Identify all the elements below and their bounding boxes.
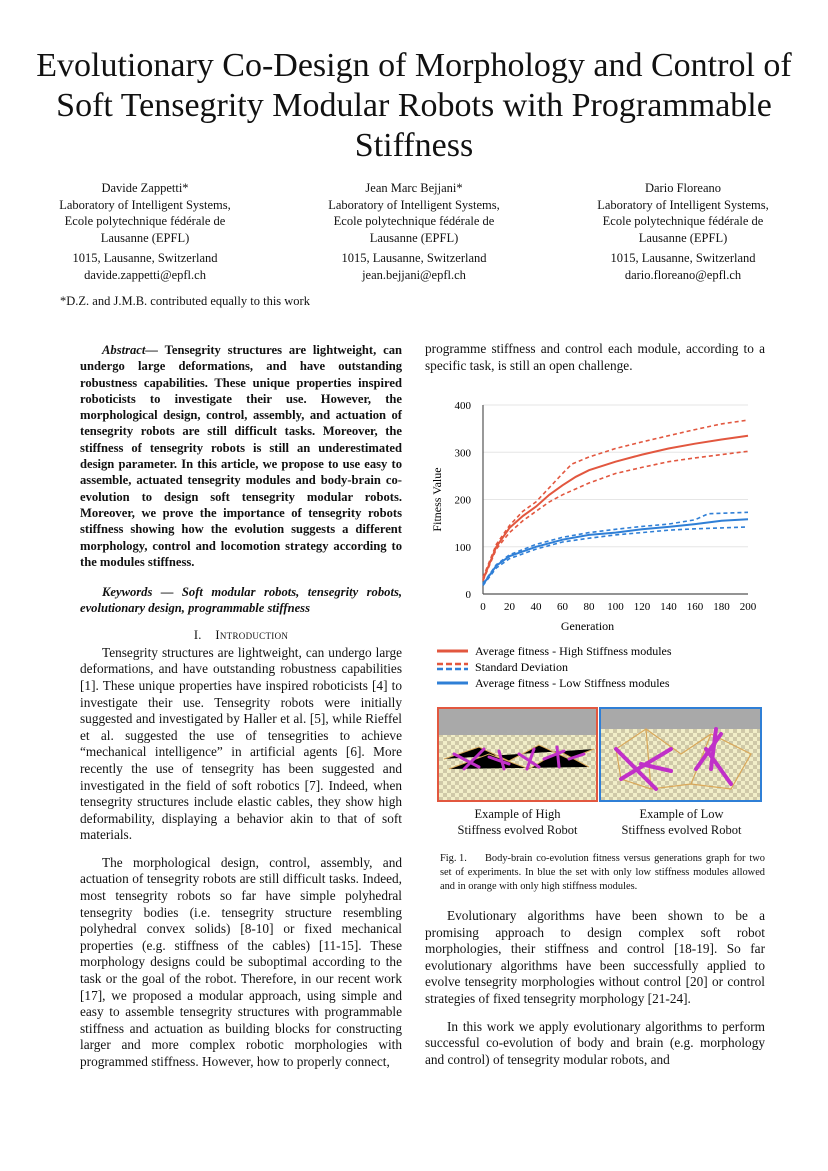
author-email: dario.floreano@epfl.ch	[624, 267, 742, 282]
keywords: Keywords — Soft modular robots, tensegrity robots, evolutionary design, programmable stiffness	[80, 585, 402, 616]
author-affiliation: Laboratory of Intelligent Systems,	[59, 197, 231, 212]
fitness-chart	[425, 395, 765, 695]
paragraph-continued: programme stiffness and control each module, according to a specific task, is still an open challenge.	[425, 341, 765, 373]
x-tick-label: 180	[713, 601, 730, 613]
robot-render	[601, 709, 760, 800]
x-tick-label: 0	[480, 601, 486, 613]
author-name: Dario Floreano	[644, 181, 722, 195]
legend-label: Standard Deviation	[475, 660, 568, 674]
legend-label: Average fitness - Low Stiffness modules	[475, 676, 670, 690]
paragraph: The morphological design, control, assembly, and actuation of tensegrity robots are still difficult tasks. Indeed, most tensegrity robots so far have simple polyhedral tensegrity bodies (i.e. tensegrity structure resembling polyhedral convex solids) [8-10] or fixed mechanical properties (e.g. stiffness of the cables) [11-15]. These morphology designs could be suboptimal according to the task or the goal of the robot. Therefore, in our recent work [17], we proposed a modular approach, using simple and easy to assemble tensegrity structures with programmable stiffness and actuation as building blocks for constructing larger and more complex robotic morphologies with programmed stiffness. However, how to properly connect,	[80, 854, 402, 1069]
y-tick-label: 400	[454, 400, 471, 412]
robot-render	[439, 709, 596, 800]
section-title: Introduction	[215, 627, 289, 642]
abstract	[80, 342, 402, 570]
intro-body	[80, 645, 402, 1071]
series-line	[483, 436, 748, 580]
paper-header	[20, 46, 808, 309]
series-line	[483, 527, 748, 586]
x-tick-label: 80	[583, 601, 595, 613]
author-block	[289, 180, 539, 283]
figure-caption-text: Body-brain co-evolution fitness versus generations graph for two set of experiments. In blue the set with only low stiffness modules allowed and in orange with only high stiffness modules.	[440, 853, 765, 892]
caption-line: Example of High	[474, 807, 561, 821]
author-email: jean.bejjani@epfl.ch	[362, 267, 466, 282]
caption-line: Stiffness evolved Robot	[621, 823, 742, 837]
y-tick-label: 0	[465, 589, 471, 601]
author-affiliation: Lausanne (EPFL)	[100, 230, 190, 245]
low-stiffness-robot-image	[599, 707, 762, 802]
author-name: Jean Marc Bejjani*	[365, 181, 463, 195]
abstract-text: Tensegrity structures are lightweight, can undergo large deformations, and have outstanding robustness capabilities. These unique properties inspired roboticists to investigate their use. However, the morphological design, control, assembly, and actuation of tensegrity robots are still difficult tasks. Moreover, the stiffness of tensegrity robots is still an underestimated design parameter. In this article, we propose to use easy to assemble, actuated tensegrity modules and body-brain co-evolution to design soft tensegrity modular robots. Moreover, we prove the importance of tensegrity robots stiffness showing how the evolution suggests a different morphology, control and locomotion strategy according to the modules stiffness.	[80, 343, 402, 569]
x-tick-label: 140	[660, 601, 677, 613]
low-stiffness-caption	[601, 806, 762, 838]
figure-caption	[440, 852, 765, 894]
paragraph: In this work we apply evolutionary algorithms to perform successful co-evolution of body and brain (e.g. morphology and control) of tensegrity modular robots, and	[425, 1018, 765, 1067]
author-list	[20, 180, 808, 283]
author-affiliation: Ecole polytechnique fédérale de	[64, 214, 226, 228]
y-tick-label: 200	[454, 494, 471, 507]
author-name: Davide Zappetti*	[101, 181, 189, 195]
right-column-lower	[425, 806, 765, 1068]
x-tick-label: 160	[686, 601, 704, 613]
section-number: I.	[193, 627, 202, 642]
figure-label: Fig. 1.	[440, 853, 467, 864]
x-tick-label: 20	[504, 601, 515, 613]
x-tick-label: 60	[557, 601, 568, 613]
author-city: 1015, Lausanne, Switzerland	[72, 251, 218, 265]
y-tick-label: 100	[454, 541, 471, 554]
x-tick-label: 100	[607, 601, 624, 613]
x-tick-label: 200	[739, 601, 757, 613]
high-stiffness-caption	[437, 806, 598, 838]
author-affiliation: Laboratory of Intelligent Systems,	[597, 197, 769, 212]
y-axis-label: Fitness Value	[430, 467, 444, 532]
author-affiliation: Ecole polytechnique fédérale de	[602, 214, 764, 228]
paragraph: Tensegrity structures are lightweight, can undergo large deformations, and have outstanding robustness capabilities [1]. These unique properties have inspired roboticists [4] to investigate their use. Tensegrity robots were initially suggested and investigated by Haller et al. [5], while Rieffel et al. suggested the use of tensegrities to achieve “mechanical intelligence” in artificial agents [6]. More recently the use of tensegrity has been suggested and investigated in the field of soft robotics [7]. Indeed, when tensegrity structures include elastic cables, they show high deformability, displaying a behavior akin to that of soft materials.	[80, 644, 402, 843]
author-email: davide.zappetti@epfl.ch	[84, 267, 206, 282]
legend-label: Average fitness - High Stiffness modules	[475, 644, 672, 658]
y-tick-label: 300	[454, 447, 471, 460]
equal-contribution-note: *D.Z. and J.M.B. contributed equally to this work	[60, 294, 310, 308]
author-affiliation: Ecole polytechnique fédérale de	[333, 214, 495, 228]
author-city: 1015, Lausanne, Switzerland	[610, 251, 756, 265]
author-affiliation: Lausanne (EPFL)	[638, 230, 728, 245]
author-affiliation: Lausanne (EPFL)	[369, 230, 459, 245]
paper-title: Evolutionary Co-Design of Morphology and Control of Soft Tensegrity Modular Robots with Programmable Stiffness	[36, 47, 792, 164]
caption-line: Example of Low	[639, 807, 724, 821]
right-body	[425, 908, 765, 1068]
x-tick-label: 40	[530, 601, 542, 613]
paragraph: Evolutionary algorithms have been shown to be a promising approach to design complex soft robot morphologies, their stiffness and control [18-19]. So far evolutionary algorithms have been successfully applied to evolve tensegrity morphologies without control [20] or control strategies of fixed tensegrity morphology [21-24].	[425, 908, 765, 1006]
left-column	[80, 342, 402, 1071]
author-affiliation: Laboratory of Intelligent Systems,	[328, 197, 500, 212]
high-stiffness-robot-image	[437, 707, 598, 802]
author-block	[558, 180, 808, 283]
panel-captions	[425, 806, 765, 838]
author-city: 1015, Lausanne, Switzerland	[341, 251, 487, 265]
section-heading	[80, 627, 402, 643]
abstract-label: Abstract—	[102, 343, 158, 357]
author-block	[20, 180, 270, 283]
caption-line: Stiffness evolved Robot	[457, 823, 578, 837]
x-tick-label: 120	[633, 601, 651, 613]
x-axis-label: Generation	[560, 619, 615, 633]
